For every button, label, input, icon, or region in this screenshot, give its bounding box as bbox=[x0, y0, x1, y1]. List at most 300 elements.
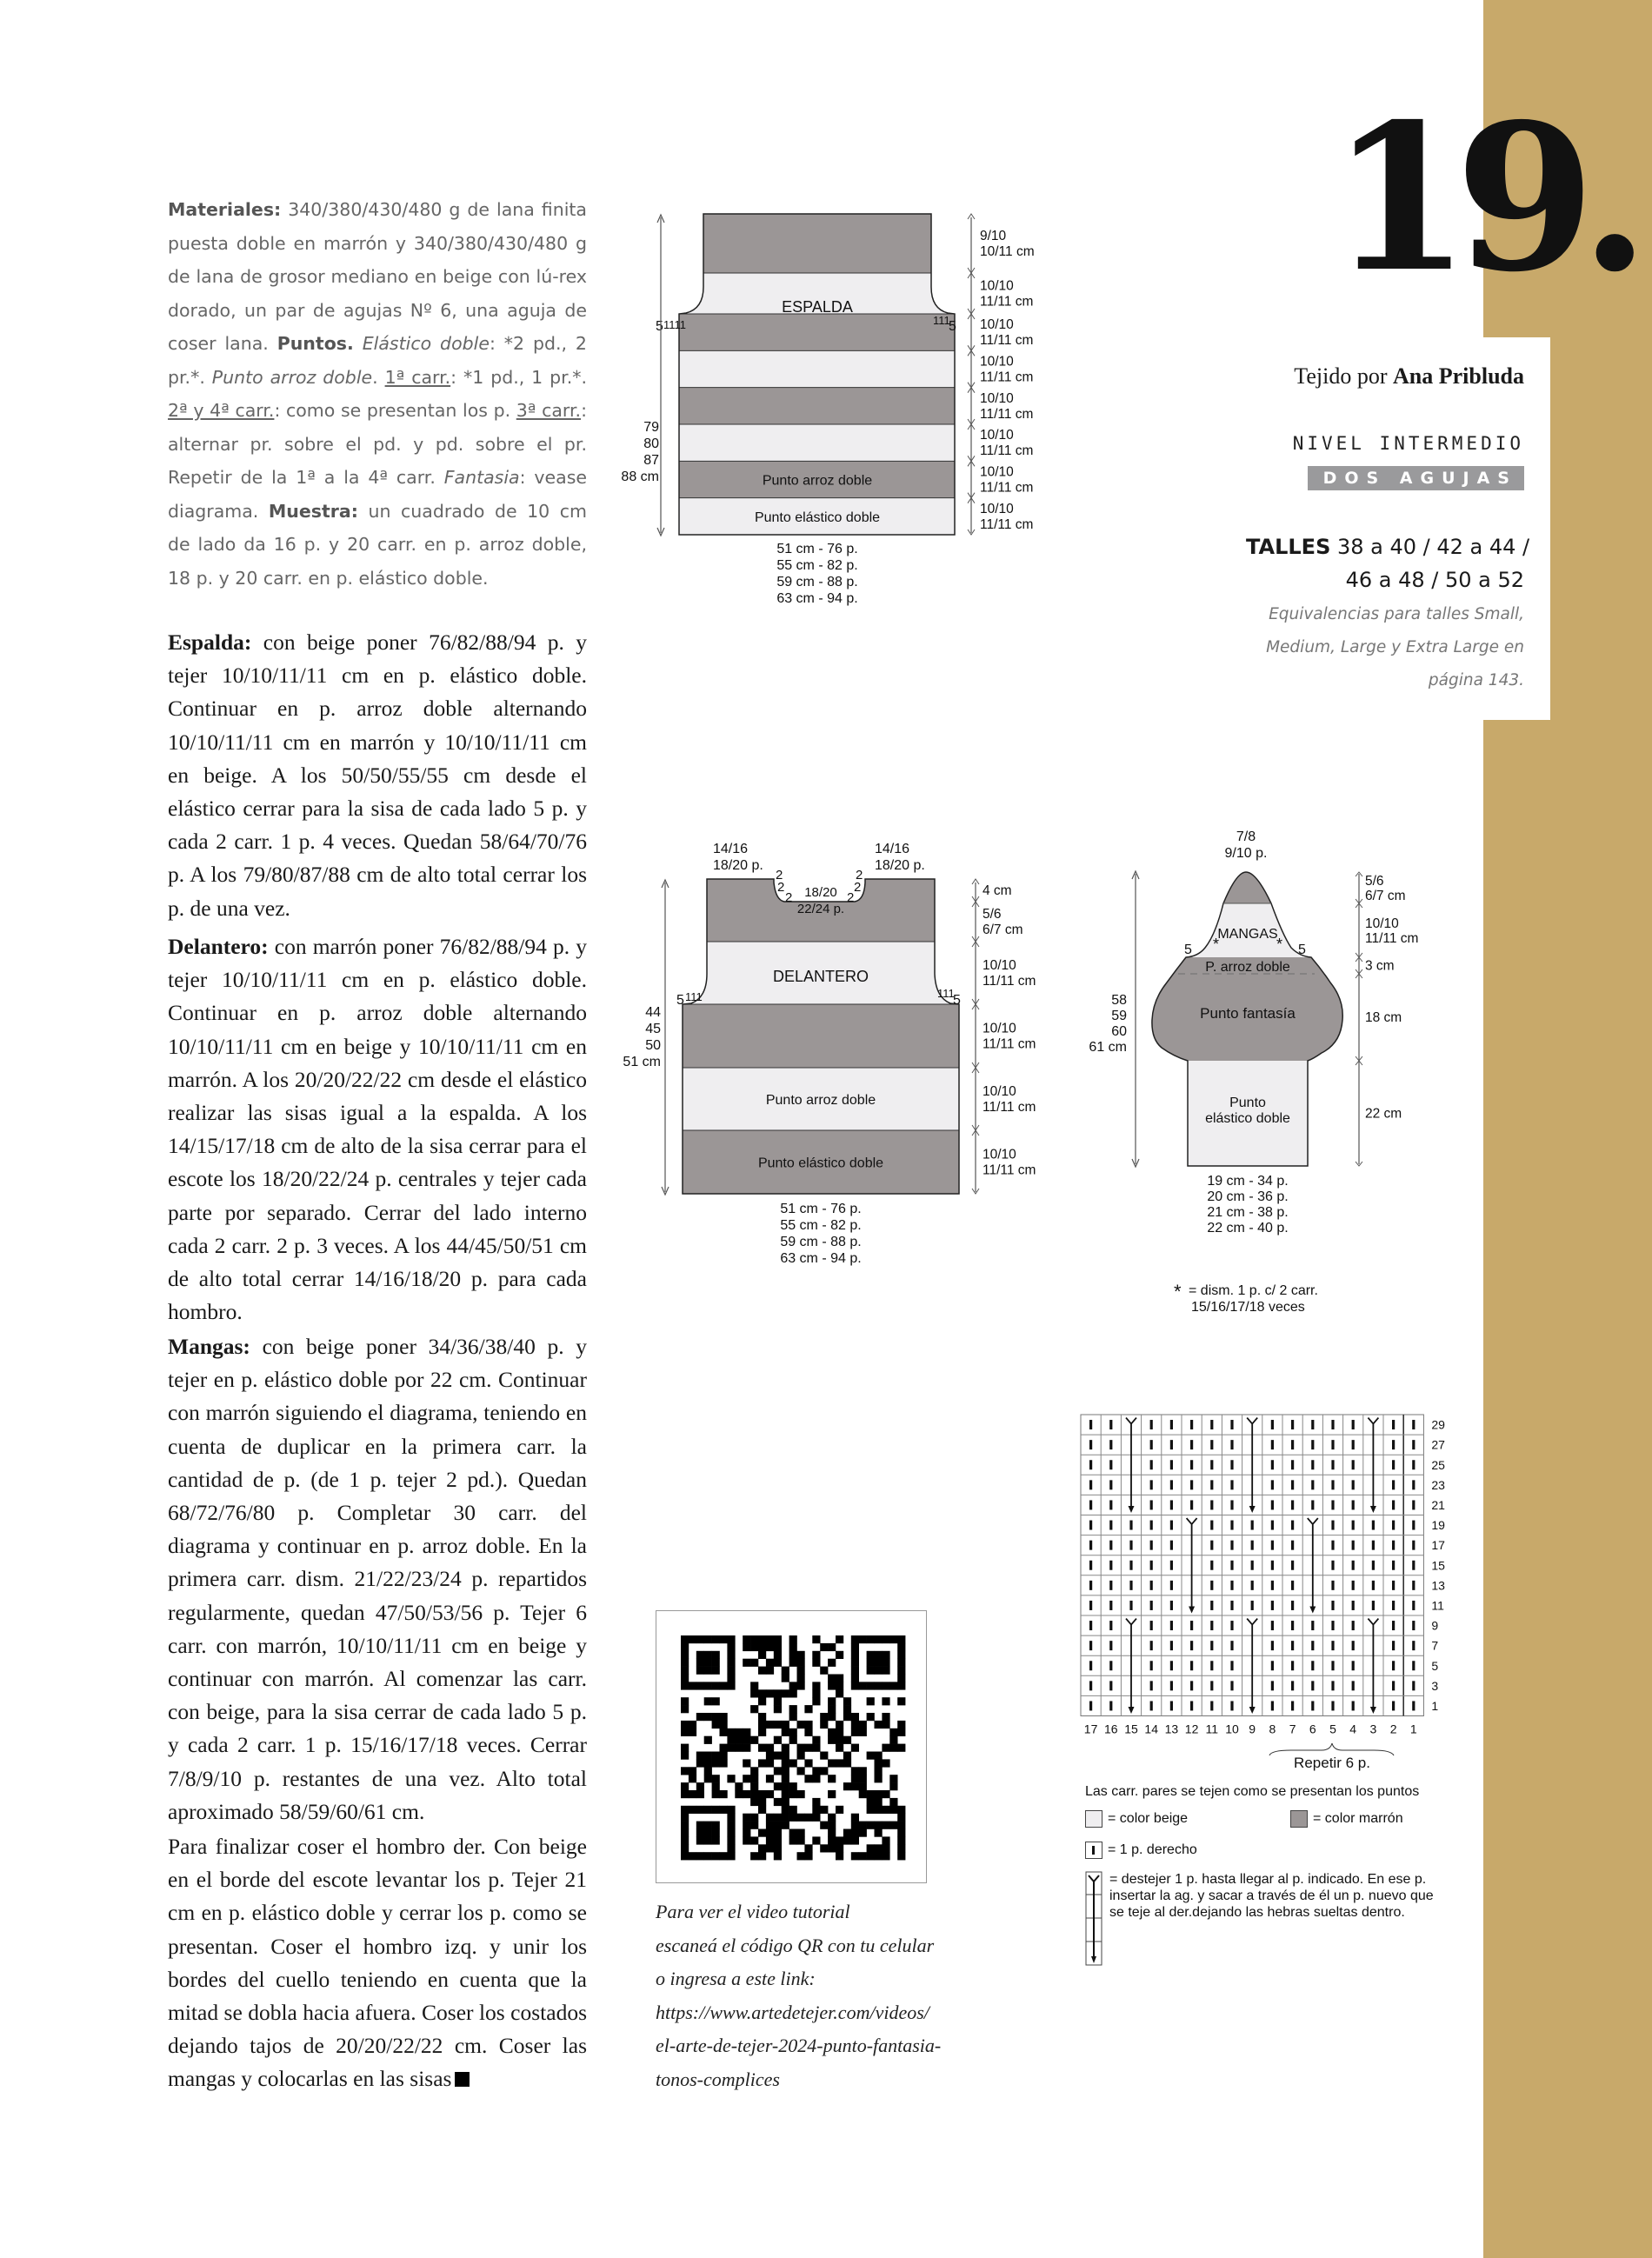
knit-stitch-mark bbox=[1150, 1681, 1153, 1690]
right-measure: 10/10 bbox=[980, 354, 1014, 370]
qr-module bbox=[712, 1721, 720, 1728]
qr-module bbox=[867, 1635, 875, 1643]
knit-stitch-mark bbox=[1109, 1641, 1112, 1650]
qr-module bbox=[696, 1759, 704, 1767]
qr-module bbox=[889, 1782, 897, 1790]
qr-module bbox=[774, 1782, 782, 1790]
qr-module bbox=[851, 1775, 859, 1782]
qr-module bbox=[789, 1736, 797, 1744]
width-label-line: 55 cm - 82 p. bbox=[780, 1218, 862, 1233]
armhole-left-steps: 1111 bbox=[663, 318, 687, 331]
espalda-instructions bbox=[168, 626, 587, 925]
row-number: 1 bbox=[1431, 1698, 1439, 1713]
knit-stitch-mark bbox=[1251, 1601, 1254, 1610]
row-number: 11 bbox=[1431, 1598, 1444, 1613]
knit-stitch-mark bbox=[1331, 1440, 1334, 1449]
qr-module bbox=[758, 1635, 766, 1643]
height-label-line: 59 bbox=[1111, 1009, 1127, 1023]
qr-module bbox=[875, 1659, 883, 1667]
qr-module bbox=[851, 1659, 859, 1667]
qr-module bbox=[774, 1752, 782, 1760]
qr-module bbox=[897, 1806, 905, 1814]
qr-module bbox=[789, 1713, 797, 1721]
qr-module bbox=[875, 1651, 883, 1659]
qr-module bbox=[867, 1790, 875, 1798]
qr-module bbox=[766, 1844, 774, 1852]
knit-stitch-mark bbox=[1210, 1460, 1213, 1469]
qr-module bbox=[750, 1682, 758, 1689]
espalda-right-measures bbox=[968, 214, 1035, 535]
materials-paragraph bbox=[168, 193, 587, 595]
repeat-brace bbox=[1269, 1743, 1394, 1755]
knit-stitch-mark bbox=[1150, 1460, 1153, 1469]
qr-module bbox=[689, 1767, 696, 1775]
qr-module bbox=[735, 1790, 743, 1798]
right-measure: 11/11 cm bbox=[980, 516, 1034, 532]
knit-stitch-mark bbox=[1170, 1460, 1173, 1469]
qr-module bbox=[712, 1829, 720, 1837]
knit-stitch-mark bbox=[1372, 1521, 1375, 1530]
qr-module bbox=[766, 1643, 774, 1651]
right-measure: 11/11 cm bbox=[980, 406, 1034, 422]
knit-stitch-mark bbox=[1230, 1541, 1233, 1550]
knit-stitch-mark bbox=[1230, 1480, 1233, 1489]
right-measure: 10/10 bbox=[983, 958, 1016, 973]
armhole-right-label: 5 bbox=[953, 993, 961, 1008]
qr-module bbox=[836, 1721, 843, 1728]
qr-module bbox=[758, 1713, 766, 1721]
qr-module bbox=[797, 1675, 805, 1682]
right-measure: 22 cm bbox=[1365, 1106, 1402, 1122]
qr-module bbox=[820, 1667, 828, 1675]
knit-stitch-mark bbox=[1089, 1701, 1092, 1710]
qr-module bbox=[828, 1713, 836, 1721]
espalda-title: ESPALDA bbox=[782, 298, 853, 316]
qr-module bbox=[789, 1829, 797, 1837]
qr-module bbox=[758, 1744, 766, 1752]
right-measure: 10/10 bbox=[983, 1147, 1016, 1162]
knit-stitch-mark bbox=[1392, 1460, 1395, 1469]
qr-module bbox=[681, 1643, 689, 1651]
qr-module bbox=[897, 1659, 905, 1667]
gauge-text: un cuadrado de 10 cm de lado da 16 p. y 20 carr. en p. arroz doble, 18 p. y 20 carr. en p. elástico doble. bbox=[168, 500, 587, 589]
knit-stitch-mark bbox=[1271, 1681, 1274, 1690]
qr-module bbox=[882, 1744, 889, 1752]
knit-stitch-mark bbox=[1089, 1641, 1092, 1650]
right-measure: 11/11 cm bbox=[980, 333, 1034, 349]
qr-code-frame[interactable] bbox=[656, 1610, 927, 1883]
knit-stitch-mark bbox=[1291, 1581, 1294, 1590]
qr-module bbox=[882, 1836, 889, 1844]
knit-stitch-mark bbox=[1271, 1500, 1274, 1509]
qr-module bbox=[743, 1643, 750, 1651]
technique-badge: DOS AGUJAS bbox=[1308, 466, 1524, 490]
qr-module bbox=[696, 1635, 704, 1643]
knit-stitch-mark bbox=[1331, 1541, 1334, 1550]
qr-module bbox=[681, 1822, 689, 1829]
knit-stitch-mark bbox=[1412, 1460, 1415, 1469]
qr-module bbox=[774, 1659, 782, 1667]
qr-module bbox=[681, 1705, 689, 1713]
qr-module bbox=[836, 1651, 843, 1659]
cuff-label-2: elástico doble bbox=[1205, 1111, 1290, 1126]
qr-caption bbox=[656, 1895, 969, 2096]
right-measure: 6/7 cm bbox=[983, 923, 1023, 937]
knit-stitch-mark bbox=[1089, 1601, 1092, 1610]
qr-module bbox=[681, 1744, 689, 1752]
qr-module bbox=[843, 1705, 851, 1713]
row-label-2-4: 2ª y 4ª carr. bbox=[168, 400, 275, 421]
section-label: Mangas: bbox=[168, 1334, 250, 1359]
knit-stitch-mark bbox=[1352, 1641, 1355, 1650]
legend-drop-line: insertar la ag. y sacar a través de él un p. nuevo que bbox=[1109, 1888, 1434, 1903]
qr-module bbox=[720, 1806, 728, 1814]
qr-module bbox=[897, 1651, 905, 1659]
knit-stitch-mark bbox=[1150, 1641, 1153, 1650]
qr-module bbox=[782, 1689, 789, 1697]
knit-stitch-mark bbox=[1291, 1541, 1294, 1550]
video-link[interactable]: tonos-complices bbox=[656, 2068, 780, 2090]
knit-stitch-mark bbox=[1150, 1480, 1153, 1489]
knit-stitch-mark bbox=[1352, 1480, 1355, 1489]
qr-module bbox=[743, 1814, 750, 1822]
qr-module bbox=[828, 1844, 836, 1852]
qr-module bbox=[712, 1782, 720, 1790]
qr-module bbox=[782, 1721, 789, 1728]
knit-stitch-mark bbox=[1230, 1561, 1233, 1570]
knit-stitch-mark bbox=[1352, 1581, 1355, 1590]
mangas-title: MANGAS bbox=[1217, 927, 1278, 942]
qr-module bbox=[789, 1643, 797, 1651]
knit-stitch-mark bbox=[1291, 1521, 1294, 1530]
qr-module bbox=[836, 1635, 843, 1643]
qr-module bbox=[859, 1728, 867, 1736]
knit-stitch-mark bbox=[1170, 1621, 1173, 1630]
qr-module bbox=[758, 1852, 766, 1860]
qr-module bbox=[851, 1767, 859, 1775]
qr-module bbox=[696, 1713, 704, 1721]
qr-module bbox=[750, 1767, 758, 1775]
qr-module bbox=[758, 1667, 766, 1675]
cuff-label-1: Punto bbox=[1229, 1096, 1266, 1110]
qr-module bbox=[882, 1659, 889, 1667]
credit-prefix: Tejido por bbox=[1294, 363, 1388, 389]
legend-marron bbox=[1290, 1810, 1403, 1828]
knit-stitch-mark bbox=[1109, 1420, 1112, 1429]
right-measure: 10/10 bbox=[980, 390, 1014, 406]
right-measure: 11/11 cm bbox=[1365, 931, 1419, 946]
qr-module bbox=[712, 1713, 720, 1721]
knit-stitch-mark bbox=[1291, 1641, 1294, 1650]
knit-stitch-mark bbox=[1271, 1541, 1274, 1550]
knit-stitch-mark bbox=[1412, 1581, 1415, 1590]
qr-module bbox=[712, 1790, 720, 1798]
knit-stitch-mark bbox=[1170, 1521, 1173, 1530]
qr-module bbox=[797, 1752, 805, 1760]
height-label-line: 80 bbox=[643, 436, 659, 451]
width-label-line: 19 cm - 34 p. bbox=[1207, 1174, 1289, 1189]
qr-module bbox=[774, 1814, 782, 1822]
neck-center-label-2: 22/24 p. bbox=[796, 902, 845, 916]
qr-module bbox=[812, 1697, 820, 1705]
qr-module bbox=[828, 1814, 836, 1822]
legend-marron-label: = color marrón bbox=[1313, 1811, 1403, 1827]
knit-stitch-mark bbox=[1170, 1661, 1173, 1670]
column-number: 15 bbox=[1124, 1722, 1138, 1736]
knit-stitch-mark bbox=[1170, 1500, 1173, 1509]
knit-stitch-mark bbox=[1210, 1561, 1213, 1570]
qr-module bbox=[843, 1736, 851, 1744]
knit-stitch-mark bbox=[1331, 1460, 1334, 1469]
knit-stitch-mark bbox=[1150, 1601, 1153, 1610]
qr-module bbox=[797, 1682, 805, 1689]
knit-stitch-mark bbox=[1109, 1661, 1112, 1670]
knit-stitch-mark bbox=[1210, 1601, 1213, 1610]
qr-module bbox=[828, 1728, 836, 1736]
qr-module bbox=[889, 1806, 897, 1814]
qr-module bbox=[882, 1651, 889, 1659]
qr-module bbox=[812, 1682, 820, 1689]
column-number: 7 bbox=[1289, 1722, 1296, 1736]
stripe-label: Punto arroz doble bbox=[762, 473, 873, 489]
qr-module bbox=[782, 1814, 789, 1822]
qr-module bbox=[859, 1790, 867, 1798]
knit-stitch-mark bbox=[1412, 1621, 1415, 1630]
qr-module bbox=[750, 1798, 758, 1806]
qr-module bbox=[875, 1790, 883, 1798]
qr-module bbox=[727, 1836, 735, 1844]
right-measure: 11/11 cm bbox=[983, 1162, 1036, 1178]
row-number: 15 bbox=[1431, 1558, 1445, 1573]
knit-stitch-mark bbox=[1271, 1581, 1274, 1590]
qr-module bbox=[867, 1752, 875, 1760]
qr-module bbox=[727, 1635, 735, 1643]
qr-module bbox=[681, 1682, 689, 1689]
qr-module bbox=[750, 1705, 758, 1713]
qr-module bbox=[875, 1752, 883, 1760]
right-measure: 11/11 cm bbox=[980, 294, 1034, 310]
qr-module bbox=[727, 1659, 735, 1667]
qr-module bbox=[681, 1651, 689, 1659]
qr-module bbox=[681, 1836, 689, 1844]
shoulder-left-1: 14/16 bbox=[713, 842, 749, 856]
qr-module bbox=[897, 1844, 905, 1852]
qr-module bbox=[882, 1852, 889, 1860]
qr-module bbox=[897, 1822, 905, 1829]
knit-stitch-mark bbox=[1291, 1480, 1294, 1489]
qr-module bbox=[812, 1651, 820, 1659]
qr-module bbox=[766, 1836, 774, 1844]
qr-module bbox=[836, 1844, 843, 1852]
qr-module bbox=[727, 1829, 735, 1837]
qr-module bbox=[720, 1852, 728, 1860]
knit-stitch-mark bbox=[1392, 1480, 1395, 1489]
qr-module bbox=[836, 1852, 843, 1860]
qr-module bbox=[851, 1744, 859, 1752]
stripe-beige bbox=[669, 350, 965, 387]
qr-module bbox=[789, 1790, 797, 1798]
qr-module bbox=[766, 1829, 774, 1837]
qr-module bbox=[758, 1697, 766, 1705]
qr-module bbox=[774, 1767, 782, 1775]
qr-module bbox=[828, 1775, 836, 1782]
qr-module bbox=[727, 1643, 735, 1651]
shoulder-right-2: 18/20 p. bbox=[875, 858, 925, 873]
knit-stitch-mark bbox=[1412, 1500, 1415, 1509]
armhole-left-label: 5 bbox=[656, 319, 663, 334]
knit-stitch-mark bbox=[1352, 1420, 1355, 1429]
qr-module bbox=[689, 1721, 696, 1728]
knit-stitch-mark bbox=[1331, 1641, 1334, 1650]
qr-module bbox=[859, 1767, 867, 1775]
qr-module bbox=[681, 1852, 689, 1860]
qr-module bbox=[750, 1736, 758, 1744]
qr-module bbox=[704, 1767, 712, 1775]
qr-module bbox=[867, 1852, 875, 1860]
sizes-line-1: 38 a 40 / 42 a 44 / bbox=[1337, 535, 1530, 559]
qr-module bbox=[689, 1635, 696, 1643]
knit-stitch-mark bbox=[1210, 1440, 1213, 1449]
qr-module bbox=[774, 1798, 782, 1806]
knit-stitch-mark bbox=[1210, 1521, 1213, 1530]
knit-stitch-mark bbox=[1230, 1460, 1233, 1469]
qr-module bbox=[727, 1744, 735, 1752]
video-link[interactable]: el-arte-de-tejer-2024-punto-fantasia- bbox=[656, 2035, 942, 2056]
qr-module bbox=[735, 1782, 743, 1790]
knit-stitch-mark bbox=[1331, 1621, 1334, 1630]
knit-stitch-mark bbox=[1251, 1581, 1254, 1590]
qr-module bbox=[689, 1790, 696, 1798]
qr-module bbox=[851, 1814, 859, 1822]
sizes-line-2: 46 a 48 / 50 a 52 bbox=[1345, 568, 1524, 592]
qr-module bbox=[820, 1806, 828, 1814]
qr-module bbox=[782, 1790, 789, 1798]
qr-module bbox=[743, 1744, 750, 1752]
knit-stitch-mark bbox=[1412, 1480, 1415, 1489]
qr-module bbox=[750, 1814, 758, 1822]
knit-stitch-mark bbox=[1412, 1420, 1415, 1429]
qr-module bbox=[820, 1752, 828, 1760]
legend-beige bbox=[1085, 1810, 1188, 1828]
qr-module bbox=[889, 1822, 897, 1829]
knit-stitch-mark bbox=[1089, 1420, 1092, 1429]
qr-module bbox=[766, 1667, 774, 1675]
qr-module bbox=[851, 1721, 859, 1728]
height-label-line: 61 cm bbox=[1089, 1040, 1127, 1055]
right-measure: 11/11 cm bbox=[980, 480, 1034, 496]
knit-stitch-mark bbox=[1392, 1581, 1395, 1590]
knit-stitch-mark bbox=[1190, 1621, 1193, 1630]
qr-module bbox=[789, 1728, 797, 1736]
qr-module bbox=[681, 1635, 689, 1643]
qr-module bbox=[750, 1689, 758, 1697]
qr-module bbox=[875, 1798, 883, 1806]
knit-stitch-mark bbox=[1109, 1541, 1112, 1550]
neck-step-left: 2 bbox=[776, 868, 783, 883]
qr-module bbox=[889, 1728, 897, 1736]
finishing-instructions bbox=[168, 1830, 587, 2096]
knit-stitch-icon bbox=[1085, 1842, 1102, 1859]
qr-module bbox=[681, 1752, 689, 1760]
qr-module bbox=[712, 1667, 720, 1675]
knit-stitch-mark bbox=[1392, 1440, 1395, 1449]
qr-module bbox=[851, 1836, 859, 1844]
qr-module bbox=[882, 1667, 889, 1675]
qr-module bbox=[774, 1844, 782, 1852]
qr-module bbox=[774, 1721, 782, 1728]
right-measure: 18 cm bbox=[1365, 1010, 1402, 1025]
row-number: 3 bbox=[1431, 1678, 1439, 1693]
qr-module bbox=[789, 1682, 797, 1689]
right-measure: 11/11 cm bbox=[980, 443, 1034, 459]
neck-step-right: 2 bbox=[856, 868, 863, 883]
qr-module bbox=[859, 1829, 867, 1837]
qr-module bbox=[712, 1852, 720, 1860]
width-label-line: 63 cm - 94 p. bbox=[776, 591, 858, 606]
qr-module bbox=[750, 1782, 758, 1790]
qr-module bbox=[681, 1728, 689, 1736]
qr-module bbox=[882, 1759, 889, 1767]
qr-module bbox=[743, 1659, 750, 1667]
knit-stitch-mark bbox=[1412, 1601, 1415, 1610]
knit-stitch-mark bbox=[1170, 1681, 1173, 1690]
qr-module bbox=[758, 1643, 766, 1651]
qr-module bbox=[851, 1643, 859, 1651]
qr-module bbox=[828, 1705, 836, 1713]
knit-stitch-mark bbox=[1271, 1521, 1274, 1530]
qr-module bbox=[812, 1806, 820, 1814]
qr-module bbox=[836, 1682, 843, 1689]
knit-stitch-mark bbox=[1412, 1641, 1415, 1650]
knit-stitch-mark bbox=[1190, 1440, 1193, 1449]
qr-module bbox=[750, 1659, 758, 1667]
qr-module bbox=[882, 1844, 889, 1852]
section-text: Para finalizar coser el hombro der. Con beige en el borde del escote levantar los p. Tejer 21 cm en p. elástico doble y cerrar los p. como se presentan. Coser el hombro izq. y unir los bordes del cuello teniendo en cuenta que la mitad se dobla hacia afuera. Coser los costados dejando tajos de 20/20/22/22 cm. Coser las mangas y colocarlas en las sisas bbox=[168, 1834, 587, 2092]
knit-stitch-mark bbox=[1230, 1581, 1233, 1590]
knit-stitch-mark bbox=[1412, 1561, 1415, 1570]
qr-module bbox=[851, 1682, 859, 1689]
armhole-right-steps: 111 bbox=[933, 314, 950, 327]
knit-stitch-mark bbox=[1352, 1701, 1355, 1710]
knit-stitch-mark bbox=[1190, 1701, 1193, 1710]
qr-module bbox=[704, 1752, 712, 1760]
qr-module bbox=[882, 1822, 889, 1829]
section-label: Delantero: bbox=[168, 934, 269, 959]
neck-step-right: 2 bbox=[847, 890, 855, 905]
qr-module bbox=[797, 1721, 805, 1728]
top-label-1: 7/8 bbox=[1236, 830, 1256, 844]
knit-stitch-mark bbox=[1352, 1440, 1355, 1449]
qr-module bbox=[681, 1721, 689, 1728]
qr-module bbox=[851, 1713, 859, 1721]
qr-module bbox=[875, 1682, 883, 1689]
qr-module bbox=[797, 1767, 805, 1775]
qr-module bbox=[859, 1635, 867, 1643]
video-link[interactable]: https://www.artedetejer.com/videos/ bbox=[656, 2001, 929, 2023]
knit-stitch-mark bbox=[1412, 1521, 1415, 1530]
qr-code-icon[interactable] bbox=[656, 1611, 926, 1882]
height-label-line: 45 bbox=[645, 1022, 661, 1036]
difficulty-level: NIVEL INTERMEDIO bbox=[1292, 433, 1524, 454]
qr-module bbox=[712, 1651, 720, 1659]
qr-module bbox=[696, 1829, 704, 1837]
qr-module bbox=[897, 1829, 905, 1837]
qr-module bbox=[836, 1759, 843, 1767]
knit-stitch-mark bbox=[1089, 1500, 1092, 1509]
qr-module bbox=[681, 1782, 689, 1790]
qr-module bbox=[727, 1667, 735, 1675]
qr-module bbox=[727, 1852, 735, 1860]
